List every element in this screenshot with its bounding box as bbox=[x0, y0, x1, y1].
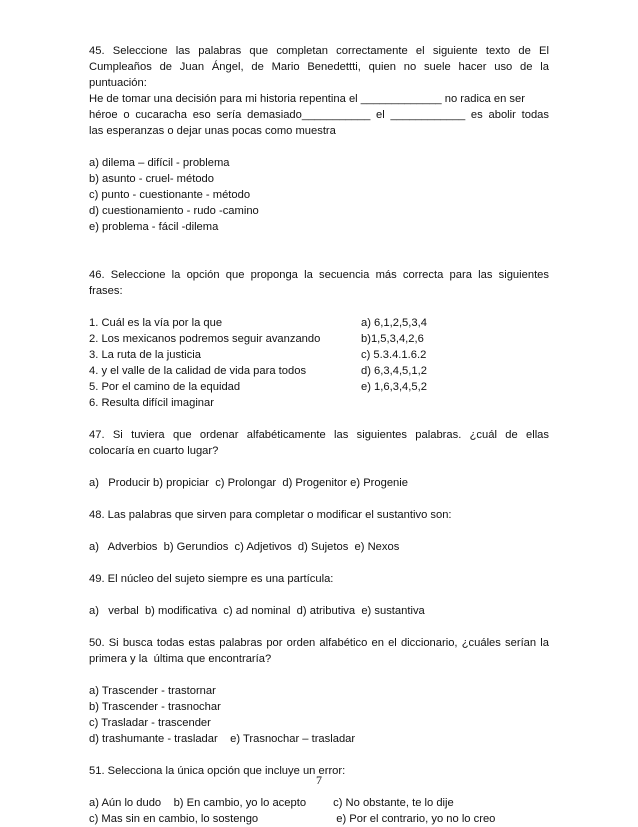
q45-line-4: He de tomar una decisión para mi historia repentina el _____________ no radica en ser bbox=[89, 93, 525, 105]
q46-answer-b: b)1,5,3,4,2,6 bbox=[361, 333, 424, 345]
q46-phrase-6: 6. Resulta difícil imaginar bbox=[89, 397, 214, 409]
question-47 bbox=[89, 427, 549, 491]
question-48 bbox=[89, 507, 549, 555]
q45-option-c: c) punto - cuestionante - método bbox=[89, 189, 251, 201]
question-46 bbox=[89, 267, 549, 411]
q46-row-2 bbox=[89, 331, 549, 347]
q50-option-d-e: d) trashumante - trasladar e) Trasnochar – trasladar bbox=[89, 733, 356, 745]
q51-options-a-b: a) Aún lo dudo b) En cambio, yo lo acepto bbox=[89, 797, 307, 809]
q45-line-6: las esperanzas o dejar unas pocas como muestra bbox=[89, 125, 336, 137]
q46-row-3 bbox=[89, 347, 549, 363]
q46-row-4 bbox=[89, 363, 549, 379]
q45-line-2: Cumpleaños de Juan Ángel, de Mario Benedettti, quien no suele hacer uso de la bbox=[89, 61, 549, 73]
q45-option-e: e) problema - fácil -dilema bbox=[89, 221, 219, 233]
q45-option-a: a) dilema – difícil - problema bbox=[89, 157, 230, 169]
q50-option-b: b) Trascender - trasnochar bbox=[89, 701, 221, 713]
document-page bbox=[89, 43, 549, 827]
q48-options: a) Adverbios b) Gerundios c) Adjetivos d) Sujetos e) Nexos bbox=[89, 541, 400, 553]
q46-phrase-5: 5. Por el camino de la equidad bbox=[89, 381, 241, 393]
q46-row-5 bbox=[89, 379, 549, 395]
q51-text: 51. Selecciona la única opción que incluye un error: bbox=[89, 765, 346, 777]
q50-option-a: a) Trascender - trastornar bbox=[89, 685, 216, 697]
q45-line-5: héroe o cucaracha eso sería demasiado___________ el ____________ es abolir todas bbox=[89, 109, 549, 121]
q46-answer-d: d) 6,3,4,5,1,2 bbox=[361, 365, 427, 377]
page-number: 7 bbox=[316, 773, 322, 787]
q46-answer-a: a) 6,1,2,5,3,4 bbox=[361, 317, 427, 329]
q45-option-b: b) asunto - cruel- método bbox=[89, 173, 214, 185]
q45-option-d: d) cuestionamiento - rudo -camino bbox=[89, 205, 259, 217]
q49-text: 49. El núcleo del sujeto siempre es una partícula: bbox=[89, 573, 334, 585]
q50-line-1: 50. Si busca todas estas palabras por orden alfabético en el diccionario, ¿cuáles serían la bbox=[89, 637, 549, 649]
q50-line-2: primera y la última que encontraría? bbox=[89, 653, 272, 665]
q46-phrase-3: 3. La ruta de la justicia bbox=[89, 349, 201, 361]
q46-line-1: 46. Seleccione la opción que proponga la secuencia más correcta para las siguientes bbox=[89, 269, 549, 281]
q50-option-c: c) Trasladar - trascender bbox=[89, 717, 211, 729]
q51-row-1 bbox=[89, 795, 549, 811]
q48-text: 48. Las palabras que sirven para completar o modificar el sustantivo son: bbox=[89, 509, 452, 521]
question-50 bbox=[89, 635, 549, 747]
q45-line-3: puntuación: bbox=[89, 77, 147, 89]
q51-option-c-second: c) Mas sin en cambio, lo sostengo bbox=[89, 813, 259, 825]
q47-line-1: 47. Si tuviera que ordenar alfabéticamente las siguientes palabras. ¿cuál de ellas bbox=[89, 429, 549, 441]
q45-line-1: 45. Seleccione las palabras que completan correctamente el siguiente texto de El bbox=[89, 45, 549, 57]
q46-phrase-2: 2. Los mexicanos podremos seguir avanzando bbox=[89, 333, 321, 345]
q46-phrase-4: 4. y el valle de la calidad de vida para todos bbox=[89, 365, 307, 377]
q51-option-c: c) No obstante, te lo dije bbox=[330, 797, 454, 809]
q51-option-e: e) Por el contrario, yo no lo creo bbox=[330, 813, 496, 825]
q46-answer-c: c) 5.3.4.1.6.2 bbox=[361, 349, 427, 361]
q46-line-2: frases: bbox=[89, 285, 123, 297]
q46-row-6 bbox=[89, 395, 549, 411]
q49-options: a) verbal b) modificativa c) ad nominal d) atributiva e) sustantiva bbox=[89, 605, 425, 617]
q46-row-1 bbox=[89, 315, 549, 331]
q46-phrase-1: 1. Cuál es la vía por la que bbox=[89, 317, 223, 329]
q47-options: a) Producir b) propiciar c) Prolongar d) Progenitor e) Progenie bbox=[89, 477, 408, 489]
question-45 bbox=[89, 43, 549, 235]
q47-line-2: colocaría en cuarto lugar? bbox=[89, 445, 219, 457]
question-49 bbox=[89, 571, 549, 619]
q46-answer-e: e) 1,6,3,4,5,2 bbox=[361, 381, 427, 393]
q51-row-2 bbox=[89, 811, 549, 827]
